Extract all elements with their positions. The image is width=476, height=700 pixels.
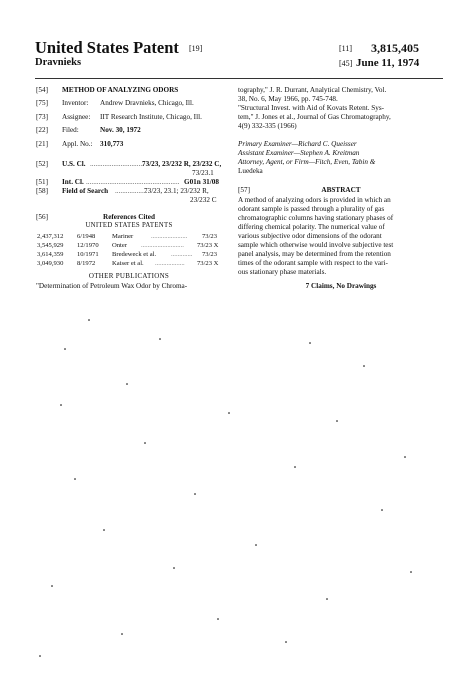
inventor-label: Inventor: [62, 99, 89, 107]
us-cl-leader: .............................. [90, 160, 144, 168]
code-19: [19] [189, 44, 203, 53]
f57-code: [57] [238, 186, 250, 194]
publication-line: tography," J. R. Durrant, Analytical Chemistry, Vol. [238, 86, 387, 94]
appl-label: Appl. No.: [62, 140, 93, 148]
us-cl-value: 73/23, 23/232 R, 23/232 C, [142, 160, 222, 168]
abstract-line: sample which otherwise would involve subjective test [238, 241, 394, 249]
attorney-line: Attorney, Agent, or Firm—Fitch, Even, Tabin & [238, 158, 376, 166]
abstract-line: times of the odorant sample with respect to the vari- [238, 259, 388, 267]
attorney-line: Luedeka [238, 167, 263, 175]
abstract-line: chromatographic columns having stationary phases of [238, 214, 394, 222]
patent-number: 3,815,405 [371, 41, 419, 55]
us-cl-value-2: 73/23.1 [192, 169, 214, 177]
abstract-heading: ABSTRACT [321, 186, 361, 194]
other-publications-heading: OTHER PUBLICATIONS [88, 272, 170, 280]
header-rule [35, 78, 443, 79]
abstract-line: differing chemical polarity. The numerical value of [238, 223, 385, 231]
field-search-leader: .................. [115, 187, 148, 195]
field-search-value-2: 23/232 C [190, 196, 217, 204]
f54-code: [54] [36, 86, 48, 94]
publication-line: tem," J. Jones et al., Journal of Gas Chromatography, [238, 113, 391, 121]
references-heading: References Cited [103, 213, 155, 221]
us-cl-label: U.S. Cl. [62, 160, 86, 168]
primary-examiner: Primary Examiner—Richard C. Queisser [238, 140, 357, 148]
int-cl-label: Int. Cl. [62, 178, 84, 186]
other-publication-text: "Determination of Petroleum Wax Odor by Chroma- [36, 282, 188, 290]
issue-date: June 11, 1974 [356, 57, 420, 69]
us-patents-subheading: UNITED STATES PATENTS [85, 222, 173, 229]
publication-line: 38, No. 6, May 1966, pp. 745-748. [238, 95, 338, 103]
abstract-line: odorant sample is passed through a plurality of gas [238, 205, 385, 213]
claims-line: 7 Claims, No Drawings [305, 282, 377, 290]
abstract-line: ous stationary phase materials. [238, 268, 327, 276]
f51-code: [51] [36, 178, 48, 186]
f75-code: [75] [36, 99, 48, 107]
assistant-examiner: Assistant Examiner—Stephen A. Kreitman [238, 149, 360, 157]
f22-code: [22] [36, 126, 48, 134]
inventor-value: Andrew Dravnieks, Chicago, Ill. [100, 99, 194, 107]
field-search-label: Field of Search [62, 187, 109, 195]
inventor-surname: Dravnieks [35, 57, 82, 68]
f56-code: [56] [36, 213, 48, 221]
abstract-line: A method of analyzing odors is provided in which an [238, 196, 391, 204]
appl-value: 310,773 [100, 140, 124, 148]
f21-code: [21] [36, 140, 48, 148]
patent-title: United States Patent [35, 38, 179, 57]
code-45: [45] [339, 59, 353, 68]
abstract-line: various subjective odor dimensions of the odorant [238, 232, 382, 240]
f52-code: [52] [36, 160, 48, 168]
filed-value: Nov. 30, 1972 [100, 126, 141, 134]
field-search-value: 73/23, 23.1; 23/232 R, [144, 187, 209, 195]
f73-code: [73] [36, 113, 48, 121]
assignee-label: Assignee: [62, 113, 91, 121]
publication-line: "Structural Invest. with Aid of Kovats Retent. Sys- [238, 104, 385, 112]
abstract-line: panel analysis, may be determined from the retention [238, 250, 391, 258]
int-cl-value: G01n 31/08 [184, 178, 219, 186]
assignee-value: IIT Research Institute, Chicago, Ill. [100, 113, 202, 121]
f58-code: [58] [36, 187, 48, 195]
filed-label: Filed: [62, 126, 79, 134]
title-of-invention: METHOD OF ANALYZING ODORS [62, 86, 179, 94]
code-11: [11] [339, 44, 353, 53]
int-cl-leader: .................................................... [86, 178, 180, 186]
publication-line: 4(9) 332-335 (1966) [238, 122, 297, 130]
